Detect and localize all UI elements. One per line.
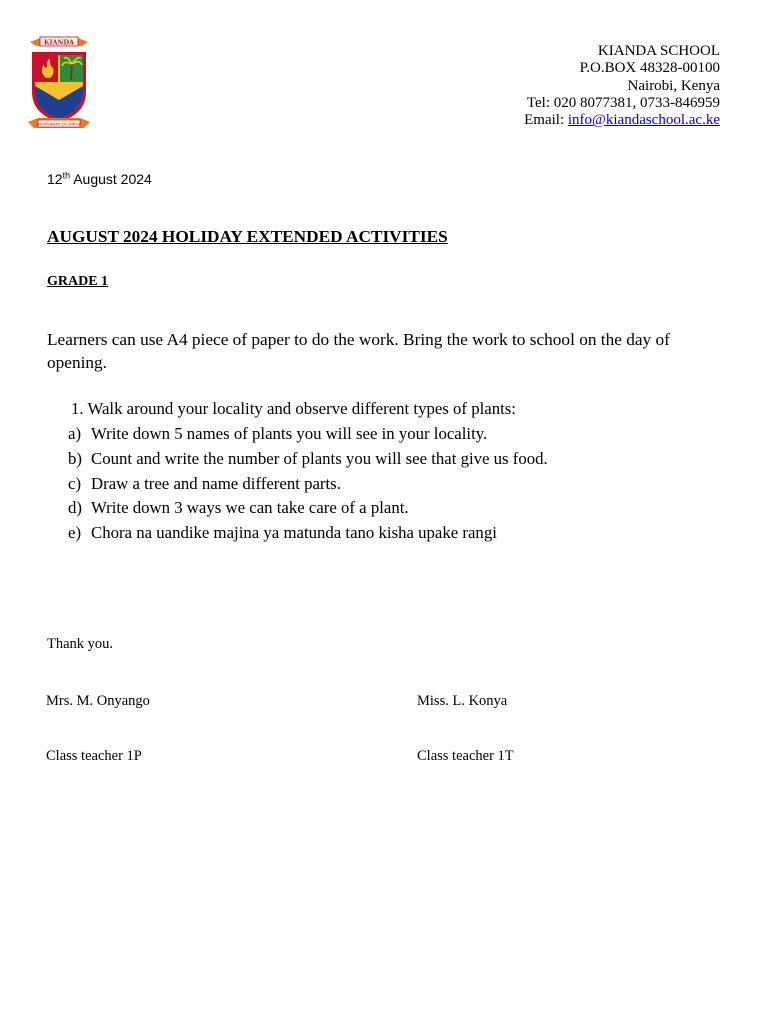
grade-heading: GRADE 1 bbox=[47, 274, 109, 289]
email-label: Email: bbox=[524, 112, 568, 129]
task-marker: e) bbox=[68, 523, 82, 543]
city: Nairobi, Kenya bbox=[627, 77, 720, 94]
crest-motto: KIANDA bbox=[43, 38, 75, 47]
task-text: Chora na uandike majina ya matunda tano kisha upake rangi bbox=[91, 523, 497, 543]
task-text: Write down 5 names of plants you will see in your locality. bbox=[91, 424, 488, 443]
list-item bbox=[68, 498, 548, 523]
task-text: Count and write the number of plants you will see that give us food. bbox=[91, 448, 548, 468]
task-list bbox=[68, 424, 548, 548]
school-name: KIANDA SCHOOL bbox=[597, 43, 720, 59]
task-marker: a) bbox=[68, 424, 82, 443]
crest-scroll: INSTRUMENT OF VIRTUE bbox=[37, 122, 81, 127]
list-item bbox=[68, 449, 548, 474]
task-marker: d) bbox=[68, 498, 82, 518]
signatory-name-1: Mrs. M. Onyango bbox=[46, 693, 150, 709]
signatory-role-2: Class teacher 1T bbox=[417, 748, 514, 764]
list-item bbox=[68, 424, 548, 449]
letter-title: AUGUST 2024 HOLIDAY EXTENDED ACTIVITIES bbox=[47, 227, 448, 246]
task-text: Draw a tree and name different parts. bbox=[91, 473, 341, 493]
task-text: Write down 3 ways we can take care of a plant. bbox=[91, 498, 409, 518]
list-item bbox=[68, 523, 548, 548]
signatory-name-2: Miss. L. Konya bbox=[417, 693, 508, 709]
letter-date bbox=[47, 171, 152, 187]
date-day: 12 bbox=[47, 171, 63, 187]
email-link[interactable]: info@kiandaschool.ac.ke bbox=[567, 112, 720, 129]
date-rest: August 2024 bbox=[70, 171, 152, 187]
telephone: Tel: 020 8077381, 0733-846959 bbox=[526, 94, 720, 111]
task-marker: c) bbox=[68, 473, 82, 493]
po-box: P.O.BOX 48328-00100 bbox=[579, 60, 720, 77]
email-line bbox=[524, 112, 720, 129]
intro-paragraph: Learners can use A4 piece of paper to do the work. Bring the work to school on the day of opening. bbox=[47, 330, 670, 372]
task-marker: b) bbox=[68, 448, 82, 468]
school-crest-logo bbox=[26, 34, 92, 132]
closing-line: Thank you. bbox=[47, 636, 114, 652]
activity-question: 1. Walk around your locality and observe different types of plants: bbox=[71, 399, 516, 418]
date-suffix: th bbox=[62, 170, 71, 181]
school-address-block bbox=[524, 43, 720, 129]
signatory-role-1: Class teacher 1P bbox=[46, 748, 142, 764]
list-item bbox=[68, 474, 548, 499]
